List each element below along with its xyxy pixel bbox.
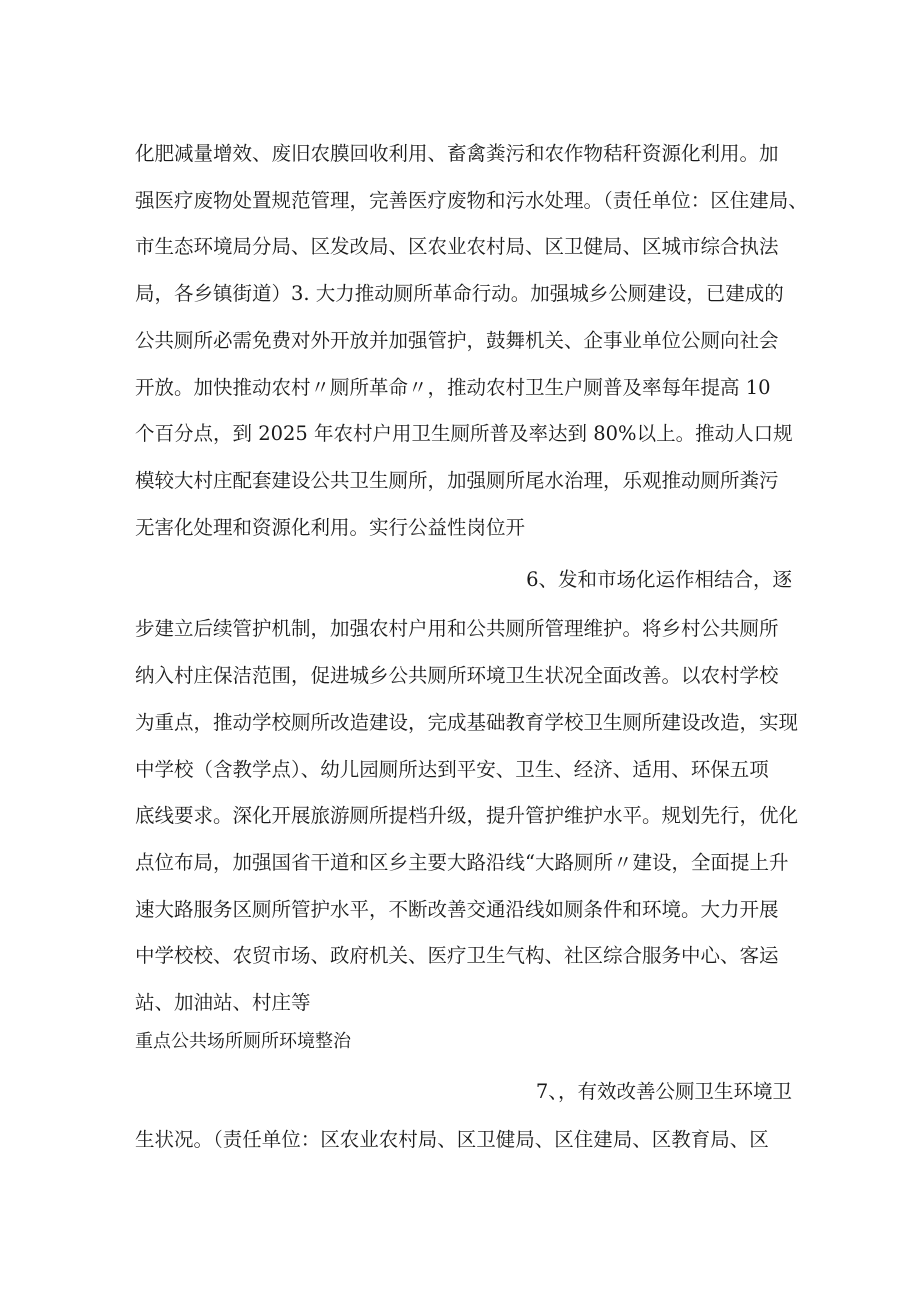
paragraph-line: 纳入村庄保洁范围，促进城乡公共厕所环境卫生状况全面改善。以农村学校 xyxy=(135,664,779,687)
paragraph-line: 步建立后续管护机制，加强农村户用和公共厕所管理维护。将乡村公共厕所 xyxy=(135,617,779,640)
paragraph-line: 化肥减量增效、废旧农膜回收利用、畜禽粪污和农作物秸秆资源化利用。加 xyxy=(135,142,779,165)
paragraph-line: 速大路服务区厕所管护水平，不断改善交通沿线如厕条件和环境。大力开展 xyxy=(135,898,779,921)
paragraph-line: 中学校校、农贸市场、政府机关、医疗卫生气构、社区综合服务中心、客运 xyxy=(135,944,779,967)
numbered-item-6: 6、发和市场化运作相结合，逐 xyxy=(526,568,792,591)
paragraph-line: 模较大村庄配套建设公共卫生厕所，加强厕所尾水治理，乐观推动厕所粪污 xyxy=(135,469,779,492)
paragraph-line: 点位布局，加强国省干道和区乡主要大路沿线“大路厕所〃建设，全面提上升 xyxy=(135,851,789,874)
paragraph-line: 市生态环境局分局、区发改局、区农业农村局、区卫健局、区城市综合执法 xyxy=(135,235,779,258)
paragraph-line: 局，各乡镇街道）3. 大力推动厕所革命行动。加强城乡公厕建设，已建成的 xyxy=(135,282,784,305)
paragraph-line: 强医疗废物处置规范管理，完善医疗废物和污水处理。（责任单位：区住建局、 xyxy=(135,189,808,212)
paragraph-line: 重点公共场所厕所环境整治 xyxy=(135,1031,351,1052)
paragraph-line: 站、加油站、村庄等 xyxy=(135,991,311,1014)
paragraph-line: 开放。加快推动农村〃厕所革命〃，推动农村卫生户厕普及率每年提高 10 xyxy=(135,376,771,399)
paragraph-line: 中学校（含教学点）、幼儿园厕所达到平安、卫生、经济、适用、环保五项 xyxy=(135,758,769,781)
paragraph-line: 个百分点，到 2025 年农村户用卫生厕所普及率达到 80%以上。推动人口规 xyxy=(135,422,793,445)
paragraph-line: 生状况。（责任单位：区农业农村局、区卫健局、区住建局、区教育局、区 xyxy=(135,1128,769,1151)
paragraph-line: 底线要求。深化开展旅游厕所提档升级，提升管护维护水平。规划先行，优化 xyxy=(135,804,799,827)
numbered-item-7: 7、，有效改善公厕卫生环境卫 xyxy=(535,1080,792,1103)
paragraph-line: 公共厕所必需免费对外开放并加强管护，鼓舞机关、企事业单位公厕向社会 xyxy=(135,329,779,352)
paragraph-line: 为重点，推动学校厕所改造建设，完成基础教育学校卫生厕所建设改造，实现 xyxy=(135,711,799,734)
paragraph-line: 无害化处理和资源化利用。实行公益性岗位开 xyxy=(135,516,526,539)
